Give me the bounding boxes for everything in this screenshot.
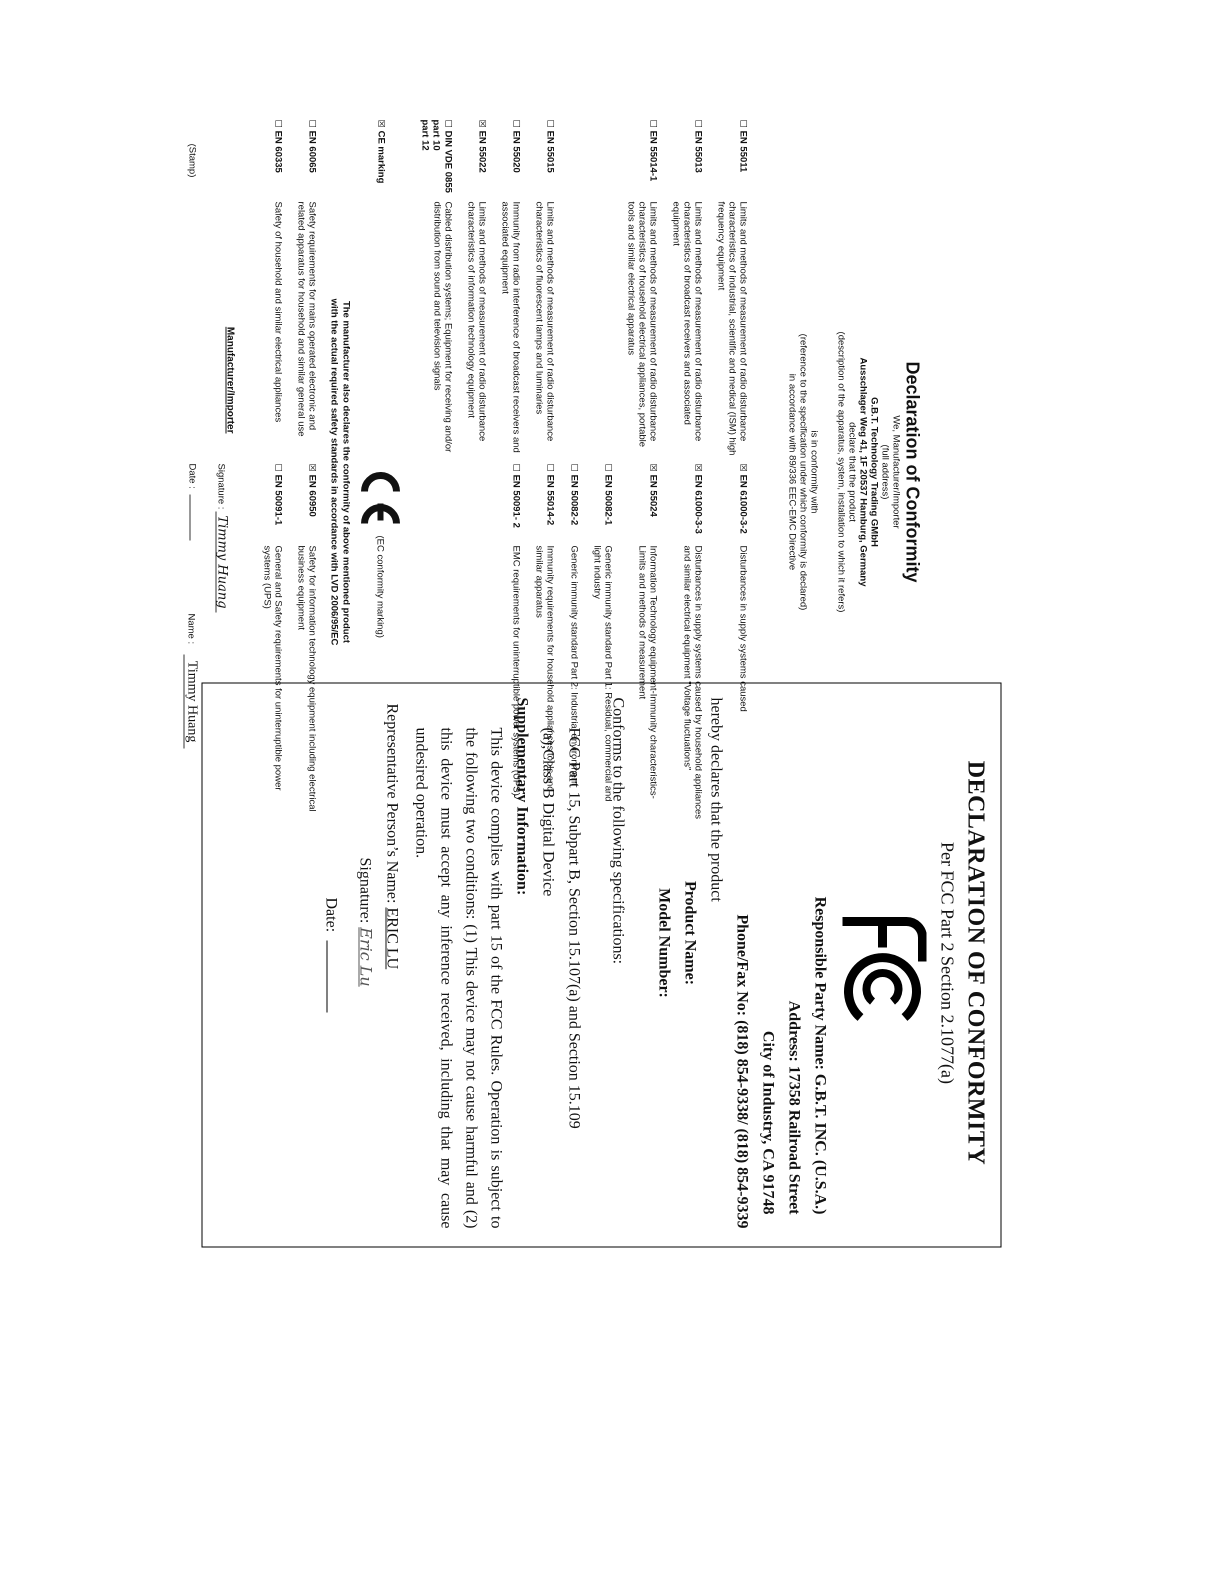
ce-date-line — [190, 495, 191, 541]
fcc-spec-2: (a),Class B Digital Device — [539, 727, 557, 897]
standard-description: General and Safety requirements for uninterruptible power systems (UPS) — [261, 545, 284, 791]
fcc-logo-icon — [839, 903, 927, 1023]
ce-description: (description of the apparatus, system, installation to which it refers) — [835, 331, 847, 613]
fcc-model-number: Model Number: — [655, 888, 673, 998]
checkbox-checked-icon: ☒ — [692, 463, 703, 472]
standard-description: Safety for information technology equipment including electrical business equipment — [295, 545, 318, 812]
checkbox-empty-icon: ☐ — [442, 119, 453, 128]
standard-description: Safety of household and similar electrical appliances — [272, 201, 284, 423]
ce-marking-note: (EC conformity marking) — [375, 535, 386, 638]
ce-conformity: is in conformity with — [808, 430, 820, 514]
standard-code: EN 50082-1 — [602, 474, 614, 526]
standard-description: Safety requirements for mains operated electronic and related apparatus for household and similar general use — [295, 201, 318, 437]
checkbox-checked-icon: ☒ — [476, 119, 487, 128]
standard-description: EMC requirements for uninterruptible power systems (UPS) — [510, 545, 522, 796]
standard-code: EN 55020 — [510, 130, 522, 173]
standard-code: EN 50082-2 — [568, 474, 580, 526]
checkbox-empty-icon: ☐ — [510, 119, 521, 128]
standard-code: DIN VDE 0855 part 10 part 12 — [419, 119, 454, 193]
checkbox-empty-icon: ☐ — [306, 119, 317, 128]
fcc-product-name: Product Name: — [681, 880, 699, 986]
checkbox-empty-icon: ☐ — [737, 119, 748, 128]
checkbox-checked-icon: ☒ — [737, 463, 748, 472]
fcc-address-2: City of Industry, CA 91748 — [759, 1030, 777, 1215]
fcc-paragraph: This device complies with part 15 of the FCC Rules. Operation is subject to the following two conditions: (1) This device may not cause harmful and (2) this device must accept any inference received, including that may cause undesired operation. — [412, 727, 505, 1229]
fcc-spec-1: FCC Part 15, Subpart B, Section 15.107(a) and Section 15.109 — [565, 727, 583, 1129]
standard-code: EN 55014-2 — [544, 474, 556, 526]
standard-code: EN 55013 — [692, 130, 704, 173]
ce-signature-label: Signature : — [215, 463, 227, 510]
fcc-date-label: Date: — [322, 897, 340, 933]
checkbox-empty-icon: ☐ — [647, 119, 658, 128]
fcc-date-line — [327, 940, 328, 1012]
standard-description: Disturbances in supply systems caused — [737, 545, 749, 712]
ce-header-line: (full address) — [879, 444, 891, 500]
ce-directive: in accordance with 89/336 EEC-EMC Directive — [786, 373, 798, 571]
standard-code: EN 55015 — [544, 130, 556, 173]
checkbox-empty-icon: ☐ — [272, 463, 283, 472]
fcc-representative — [379, 698, 405, 1229]
standard-code: EN 60335 — [272, 130, 284, 173]
standard-description: Cabled distribution systems; Equipment for receiving and/or distribution from sound and television signals — [431, 201, 454, 453]
standard-code: EN 60065 — [306, 130, 318, 173]
standard-description: Limits and methods of measurement of radio disturbance characteristics of information technology equipment — [465, 201, 488, 442]
fcc-responsible-party: Responsible Party Name: G.B.T. INC. (U.S.A.) — [811, 896, 829, 1215]
fcc-date-row — [318, 698, 344, 1229]
fcc-address-1: Address: 17358 Railroad Street — [785, 1000, 803, 1215]
standard-code: EN 55014-1 — [647, 130, 659, 182]
ce-address: Ausschlager Weg 41, 1F 20537 Hamburg, Germany — [857, 357, 869, 587]
fcc-declaration-page — [202, 683, 1002, 1248]
ce-name-label: Name : — [185, 613, 197, 645]
ce-manufacturer-importer: Manufacturer/Importer — [224, 326, 236, 434]
ce-name: Timmy Huang — [184, 655, 200, 749]
ce-stamp: (Stamp) — [186, 143, 198, 178]
ce-declare: declare that the product — [846, 422, 858, 522]
checkbox-checked-icon: ☒ — [375, 119, 386, 128]
fcc-rep-label: Representative Person’s Name: — [383, 703, 401, 904]
standard-description: Limits and methods of measurement of radio disturbance characteristics of broadcast receivers and associated equipment — [670, 201, 704, 442]
fcc-title: DECLARATION OF CONFORMITY — [962, 760, 989, 1166]
checkbox-empty-icon: ☐ — [602, 463, 613, 472]
checkbox-checked-icon: ☒ — [647, 463, 658, 472]
checkbox-checked-icon: ☒ — [306, 463, 317, 472]
fcc-rep-name: ERIC LU — [383, 907, 401, 970]
standard-code: EN 50091-1 — [272, 474, 284, 526]
fcc-signature: Eric Lu — [356, 927, 376, 987]
standard-description: Limits and methods of measurement of radio disturbance characteristics of industrial, scientific and medical (ISM) high frequency equipment — [715, 201, 749, 456]
standard-code: EN 60950 — [306, 474, 318, 517]
ce-header-line: We, Manufacturer/Importer — [890, 415, 902, 529]
checkbox-empty-icon: ☐ — [568, 463, 579, 472]
ce-marking-label: CE marking — [375, 130, 387, 184]
checkbox-empty-icon: ☐ — [544, 463, 555, 472]
standard-code: EN 55011 — [737, 130, 749, 173]
fcc-frame — [202, 683, 1002, 1248]
standard-description: Disturbances in supply systems caused by household appliances and similar electrical equipment "Voltage fluctuations" — [681, 545, 704, 820]
standard-code: EN 61000-3-3 — [692, 474, 704, 534]
ce-manufacturer-note-line: The manufacturer also declares the conformity of above mentioned product — [340, 300, 352, 644]
checkbox-empty-icon: ☐ — [510, 463, 521, 472]
ce-footer — [186, 120, 198, 820]
ce-company: G.B.T. Technology Trading GMbH — [868, 397, 880, 547]
standard-description: Generic immunity standard Part 2: Industrial environment — [568, 545, 580, 786]
ce-manufacturer-note-line: with the actual required safety standards in accordance with LVD 2006/95/EC — [328, 298, 340, 646]
standard-code: EN 55024 — [647, 474, 659, 517]
fcc-declares: hereby declares that the product — [707, 697, 725, 902]
checkbox-empty-icon: ☐ — [272, 119, 283, 128]
checkbox-empty-icon: ☐ — [544, 119, 555, 128]
fcc-conforms: Conforms to the following specifications: — [609, 697, 627, 965]
standard-description: Immunity requirements for household appliances tools and similar apparatus — [533, 545, 556, 792]
checkbox-empty-icon: ☐ — [692, 119, 703, 128]
fcc-subtitle: Per FCC Part 2 Section 2.1077(a) — [937, 842, 958, 1084]
standard-code: EN 61000-3-2 — [737, 474, 749, 534]
ce-date-label: Date : — [186, 463, 198, 489]
ce-logo-icon — [359, 464, 403, 530]
fcc-signature-row — [352, 698, 379, 1229]
ce-title: Declaration of Conformity — [902, 361, 923, 583]
standard-description: Limits and methods of measurement of radio disturbance characteristics of fluorescent lamps and luminaries — [533, 201, 556, 442]
standard-code: EN 55022 — [476, 130, 488, 173]
ce-signature: Timmy Huang — [216, 511, 228, 612]
standard-description: Information Technology equipment-Immunity characteristics-Limits and methods of measurement — [636, 545, 659, 799]
standard-description: Immunity from radio interference of broadcast receivers and associated equipment — [499, 201, 522, 453]
fcc-phone: Phone/Fax No: (818) 854-9338/ (818) 854-9339 — [733, 914, 751, 1229]
fcc-signature-label: Signature: — [356, 857, 374, 924]
ce-reference: (reference to the specification under which conformity is declared) — [797, 333, 809, 611]
standard-description: Limits and methods of measurement of radio disturbance characteristics of household electrical appliances, portable tools and similar electrical apparatus — [625, 201, 659, 448]
fcc-supplementary: Supplementary Information: — [513, 697, 531, 896]
standard-description: Generic immunity standard Part 1: Residual, commercial and light industry — [591, 545, 614, 802]
standard-code: EN 50091- 2 — [510, 474, 522, 528]
